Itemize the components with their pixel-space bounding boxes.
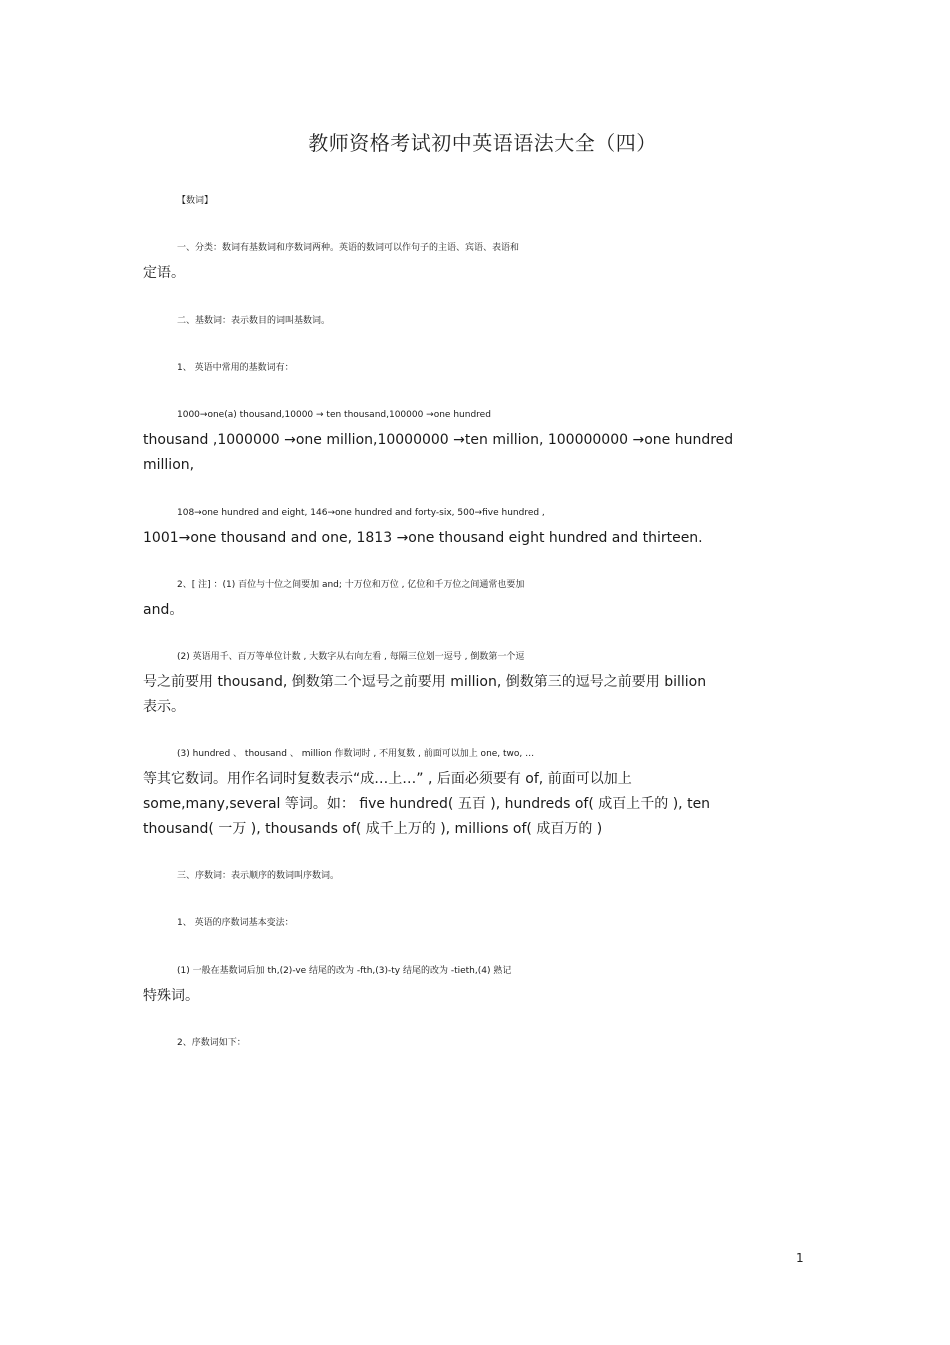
paragraph-line: million, [143, 457, 195, 473]
paragraph-line: and。 [143, 602, 184, 618]
paragraph-cardinal-definition: 二、基数词：表示数目的词叫基数词。 [177, 316, 331, 326]
paragraph-line: 表示。 [143, 699, 185, 715]
paragraph-line: some,many,several 等词。如： five hundred( 五百 ), hundreds of( 成百上千的 ), ten [143, 796, 711, 812]
paragraph-line: thousand ,1000000 →one million,10000000 →ten million, 100000000 →one hundred [143, 432, 734, 448]
paragraph-classification [143, 236, 805, 286]
document-title: 教师资格考试初中英语语法大全（四） [308, 131, 657, 155]
paragraph-line: 1000→one(a) thousand,10000 → ten thousand,100000 →one hundred [177, 410, 491, 420]
paragraph-line: (1) 一般在基数词后加 th,(2)-ve 结尾的改为 -fth,(3)-ty 结尾的改为 -tieth,(4) 熟记 [177, 966, 512, 976]
section-heading: 【数词】 [177, 196, 214, 206]
paragraph-line: 1001→one thousand and one, 1813 →one thousand eight hundred and thirteen. [143, 530, 703, 546]
paragraph-line: 108→one hundred and eight, 146→one hundred and forty-six, 500→five hundred , [177, 508, 545, 518]
paragraph-line: (3) hundred 、 thousand 、 million 作数词时 , 不用复数 , 前面可以加上 one, two, … [177, 749, 535, 759]
paragraph-line: 一、分类：数词有基数词和序数词两种。英语的数词可以作句子的主语、宾语、表语和 [177, 243, 520, 253]
paragraph-ordinal-list: 2、序数词如下： [177, 1038, 246, 1048]
paragraph-note-2 [143, 645, 805, 720]
paragraph-line: 号之前要用 thousand, 倒数第二个逗号之前要用 million, 倒数第三的逗号之前要用 billion [143, 674, 707, 690]
paragraph-ordinal-definition: 三、序数词：表示顺序的数词叫序数词。 [177, 871, 340, 881]
page-number: 1 [796, 1251, 804, 1265]
paragraph-line: (2) 英语用千、百万等单位计数 , 大数字从右向左看 , 每隔三位划一逗号 , 倒数第一个逗 [177, 652, 525, 662]
paragraph-line: 特殊词。 [143, 988, 199, 1004]
paragraph-line: thousand( 一万 ), thousands of( 成千上万的 ), millions of( 成百万的 ) [143, 821, 603, 837]
paragraph-line: 2、[ 注] ：(1) 百位与十位之间要加 and; 十万位和万位 , 亿位和千万位之间通常也要加 [177, 580, 525, 590]
paragraph-note-3 [143, 742, 805, 842]
paragraph-note-1 [143, 573, 805, 623]
paragraph-ordinal-rules: 1、 英语的序数词基本变法： [177, 918, 294, 928]
paragraph-ordinal-rules-detail [143, 959, 805, 1009]
paragraph-line: 定语。 [143, 265, 185, 281]
paragraph-cardinal-examples-2 [143, 501, 805, 551]
paragraph-cardinal-examples-1 [143, 403, 805, 478]
paragraph-line: 等其它数词。用作名词时复数表示“成…上…” , 后面必须要有 of, 前面可以加上 [143, 771, 632, 787]
paragraph-common-cardinals: 1、 英语中常用的基数词有： [177, 363, 294, 373]
